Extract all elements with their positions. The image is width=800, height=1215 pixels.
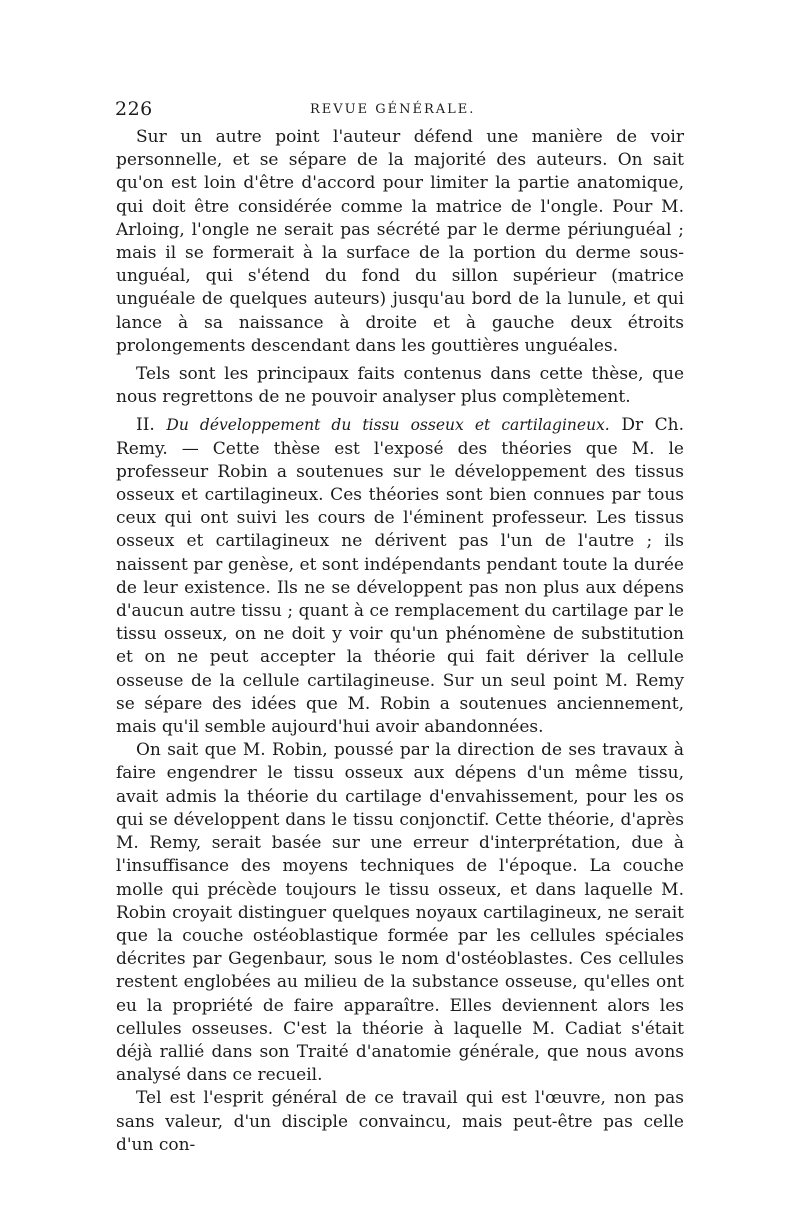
paragraph: Tels sont les principaux faits contenus dans cette thèse, que nous regrettons de ne pouvoir analyser plus complètement. xyxy=(116,364,684,408)
page-header xyxy=(115,98,685,124)
section-author: Dr Ch. Remy. xyxy=(116,415,684,459)
paragraph: Sur un autre point l'auteur défend une manière de voir personnelle, et se sépare de la majorité des auteurs. On sait qu'on est loin d'être d'accord pour limiter la partie anatomique, qui doit être considérée comme la matrice de l'ongle. Pour M. Arloing, l'ongle ne serait pas sécrété par le derme périunguéal ; mais il se formerait à la surface de la portion du derme sous-unguéal, qui s'étend du fond du sillon supérieur (matrice unguéale de quelques auteurs) jusqu'au bord de la lunule, et qui lance à sa naissance à droite et à gauche deux étroits prolongements descendant dans les gouttières unguéales. xyxy=(116,127,684,356)
section-text: — Cette thèse est l'exposé des théories que M. le professeur Robin a soutenues sur le développement des tissus osseux et cartilagineux. Ces théories sont bien connues par tous ceux qui ont suivi les cours de l'éminent professeur. Les tissus osseux et cartilagineux ne dérivent pas l'un de l'autre ; ils naissent par genèse, et sont indépendants pendant toute la durée de leur existence. Ils ne se développent pas non plus aux dépens d'aucun autre tissu ; quant à ce remplacement du cartilage par le tissu osseux, on ne doit y voir qu'un phénomène de substitution et on ne peut accepter la théorie qui fait dériver la cellule osseuse de la cellule cartilagineuse. Sur un seul point M. Remy se sépare des idées que M. Robin a soutenues anciennement, mais qu'il semble aujourd'hui avoir abandonnées. xyxy=(116,438,684,738)
section-title: Du développement du tissu osseux et cartilagineux. xyxy=(166,416,610,435)
paragraph: On sait que M. Robin, poussé par la direction de ses travaux à faire engendrer le tissu osseux aux dépens d'un même tissu, avait admis la théorie du cartilage d'envahissement, pour les os qui se développent dans le tissu conjonctif. Cette théorie, d'après M. Remy, serait basée sur une erreur d'interprétation, due à l'insuffisance des moyens techniques de l'époque. La couche molle qui précède toujours le tissu osseux, et dans laquelle M. Robin croyait distinguer quelques noyaux cartilagineux, ne serait que la couche ostéoblastique formée par les cellules spéciales décrites par Gegenbaur, sous le nom d'ostéoblastes. Ces cellules restent englobées au milieu de la substance osseuse, qu'elles ont eu la propriété de faire apparaître. Elles deviennent alors les cellules osseuses. C'est la théorie à laquelle M. Cadiat s'était déjà rallié dans son Traité d'anatomie générale, que nous avons analysé dans ce recueil. xyxy=(116,740,684,1086)
section-number: II. xyxy=(136,415,155,436)
paragraph: Tel est l'esprit général de ce travail qui est l'œuvre, non pas sans valeur, d'un disciple convaincu, mais peut-être pas celle d'un con- xyxy=(116,1088,684,1155)
page-number: 226 xyxy=(115,98,153,120)
body-text xyxy=(116,126,684,1157)
section-paragraph xyxy=(116,414,684,739)
running-head: REVUE GÉNÉRALE. xyxy=(310,102,476,117)
